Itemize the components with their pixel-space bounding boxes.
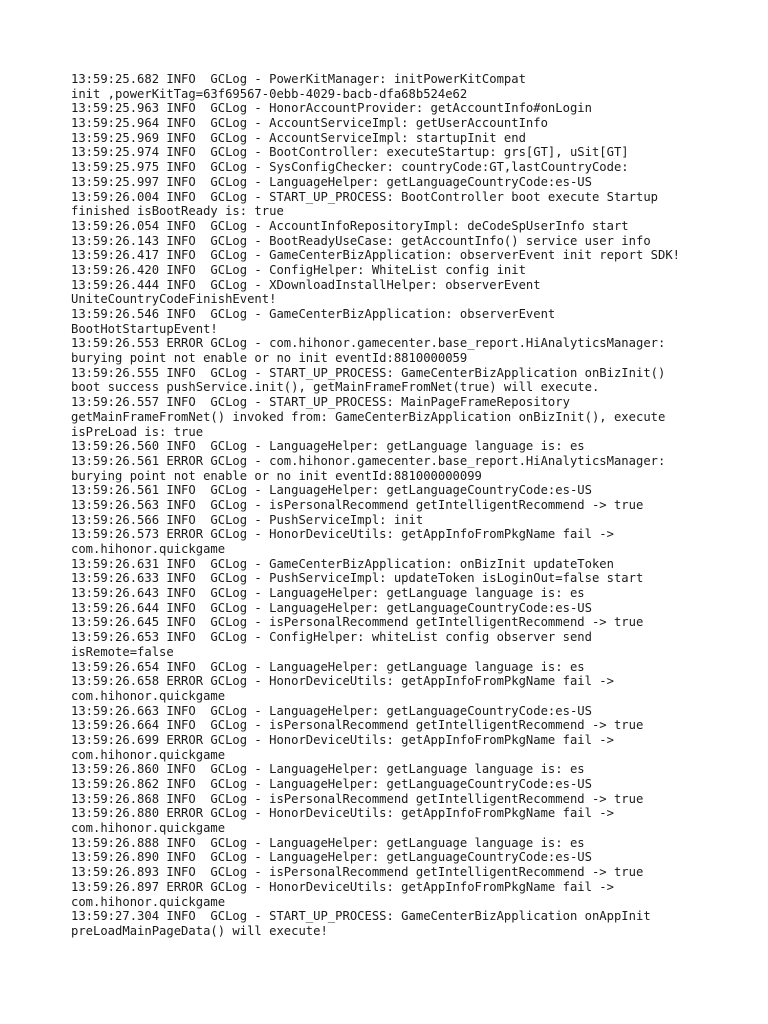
log-line: com.hihonor.quickgame (71, 747, 226, 762)
log-line: 13:59:26.420 INFO GCLog - ConfigHelper: WhiteList config init (71, 262, 526, 277)
log-line: 13:59:25.964 INFO GCLog - AccountServiceImpl: getUserAccountInfo (71, 116, 548, 131)
log-line: 13:59:26.888 INFO GCLog - LanguageHelper: getLanguage language is: es (71, 835, 585, 850)
log-line: burying point not enable or no init eventId:881000000099 (71, 468, 482, 483)
log-line: 13:59:26.631 INFO GCLog - GameCenterBizApplication: onBizInit updateToken (71, 556, 614, 571)
log-line: 13:59:25.975 INFO GCLog - SysConfigChecker: countryCode:GT,lastCountryCode: (71, 160, 629, 175)
log-line: 13:59:26.890 INFO GCLog - LanguageHelper: getLanguageCountryCode:es-US (71, 850, 592, 865)
log-line: 13:59:26.633 INFO GCLog - PushServiceImpl: updateToken isLoginOut=false start (71, 571, 644, 586)
log-line: com.hihonor.quickgame (71, 542, 226, 556)
log-line: 13:59:26.897 ERROR GCLog - HonorDeviceUtils: getAppInfoFromPkgName fail -> (71, 879, 614, 894)
log-line: 13:59:26.417 INFO GCLog - GameCenterBizApplication: observerEvent init report SDK! (71, 248, 681, 263)
log-line: 13:59:26.004 INFO GCLog - START_UP_PROCESS: BootController boot execute Startup (71, 189, 658, 204)
log-line: 13:59:26.561 ERROR GCLog - com.hihonor.gamecenter.base_report.HiAnalyticsManager: (71, 453, 666, 468)
log-line: com.hihonor.quickgame (71, 894, 226, 909)
log-line: 13:59:25.969 INFO GCLog - AccountServiceImpl: startupInit end (71, 130, 526, 145)
log-line: getMainFrameFromNet() invoked from: GameCenterBizApplication onBizInit(), execute (71, 409, 666, 424)
log-line: com.hihonor.quickgame (71, 821, 226, 836)
log-line: 13:59:26.557 INFO GCLog - START_UP_PROCESS: MainPageFrameRepository (71, 395, 570, 410)
log-line: 13:59:26.645 INFO GCLog - isPersonalRecommend getIntelligentRecommend -> true (71, 615, 644, 630)
log-line: 13:59:26.860 INFO GCLog - LanguageHelper: getLanguage language is: es (71, 762, 585, 777)
log-line: 13:59:26.893 INFO GCLog - isPersonalRecommend getIntelligentRecommend -> true (71, 865, 644, 880)
log-line: 13:59:25.963 INFO GCLog - HonorAccountProvider: getAccountInfo#onLogin (71, 101, 592, 116)
log-line: com.hihonor.quickgame (71, 688, 226, 703)
log-line: 13:59:26.658 ERROR GCLog - HonorDeviceUtils: getAppInfoFromPkgName fail -> (71, 674, 614, 689)
log-line: 13:59:26.444 INFO GCLog - XDownloadInstallHelper: observerEvent (71, 277, 541, 292)
log-line: 13:59:26.664 INFO GCLog - isPersonalRecommend getIntelligentRecommend -> true (71, 718, 644, 733)
log-line: 13:59:26.553 ERROR GCLog - com.hihonor.gamecenter.base_report.HiAnalyticsManager: (71, 336, 666, 351)
log-line: isRemote=false (71, 644, 174, 659)
log-line: 13:59:26.862 INFO GCLog - LanguageHelper: getLanguageCountryCode:es-US (71, 777, 592, 791)
log-line: 13:59:26.880 ERROR GCLog - HonorDeviceUtils: getAppInfoFromPkgName fail -> (71, 806, 614, 821)
log-line: 13:59:25.974 INFO GCLog - BootController: executeStartup: grs[GT], uSit[GT] (71, 145, 629, 160)
log-line: 13:59:26.566 INFO GCLog - PushServiceImpl: init (71, 512, 424, 527)
log-line: 13:59:26.143 INFO GCLog - BootReadyUseCase: getAccountInfo() service user info (71, 233, 651, 248)
log-line: 13:59:26.868 INFO GCLog - isPersonalRecommend getIntelligentRecommend -> true (71, 791, 644, 806)
log-line: 13:59:26.560 INFO GCLog - LanguageHelper: getLanguage language is: es (71, 439, 585, 454)
log-line: 13:59:26.573 ERROR GCLog - HonorDeviceUtils: getAppInfoFromPkgName fail -> (71, 527, 614, 542)
log-line: boot success pushService.init(), getMainFrameFromNet(true) will execute. (71, 380, 600, 395)
log-line: 13:59:26.699 ERROR GCLog - HonorDeviceUtils: getAppInfoFromPkgName fail -> (71, 732, 614, 747)
log-line: UniteCountryCodeFinishEvent! (71, 292, 277, 307)
log-line: isPreLoad is: true (71, 424, 204, 439)
log-line: finished isBootReady is: true (71, 204, 284, 219)
log-line: 13:59:26.561 INFO GCLog - LanguageHelper: getLanguageCountryCode:es-US (71, 483, 592, 498)
log-line: BootHotStartupEvent! (71, 321, 218, 336)
log-line: 13:59:26.546 INFO GCLog - GameCenterBizApplication: observerEvent (71, 307, 556, 321)
log-line: 13:59:26.054 INFO GCLog - AccountInfoRepositoryImpl: deCodeSpUserInfo start (71, 218, 629, 233)
log-line: 13:59:26.663 INFO GCLog - LanguageHelper: getLanguageCountryCode:es-US (71, 703, 592, 718)
log-line: 13:59:26.654 INFO GCLog - LanguageHelper: getLanguage language is: es (71, 659, 585, 674)
log-line: 13:59:27.304 INFO GCLog - START_UP_PROCESS: GameCenterBizApplication onAppInit (71, 909, 651, 924)
log-document (71, 72, 751, 939)
log-line: preLoadMainPageData() will execute! (71, 923, 328, 938)
log-line: 13:59:26.644 INFO GCLog - LanguageHelper: getLanguageCountryCode:es-US (71, 600, 592, 615)
log-line: 13:59:26.555 INFO GCLog - START_UP_PROCESS: GameCenterBizApplication onBizInit() (71, 365, 666, 380)
log-line: 13:59:26.643 INFO GCLog - LanguageHelper: getLanguage language is: es (71, 586, 585, 601)
log-line: 13:59:25.997 INFO GCLog - LanguageHelper: getLanguageCountryCode:es-US (71, 174, 592, 189)
log-line: 13:59:26.563 INFO GCLog - isPersonalRecommend getIntelligentRecommend -> true (71, 497, 644, 512)
log-line: 13:59:26.653 INFO GCLog - ConfigHelper: whiteList config observer send (71, 630, 592, 645)
log-line: 13:59:25.682 INFO GCLog - PowerKitManager: initPowerKitCompat (71, 72, 526, 86)
log-line: init ,powerKitTag=63f69567-0ebb-4029-bacb-dfa68b524e62 (71, 86, 468, 101)
log-line: burying point not enable or no init eventId:8810000059 (71, 351, 468, 366)
